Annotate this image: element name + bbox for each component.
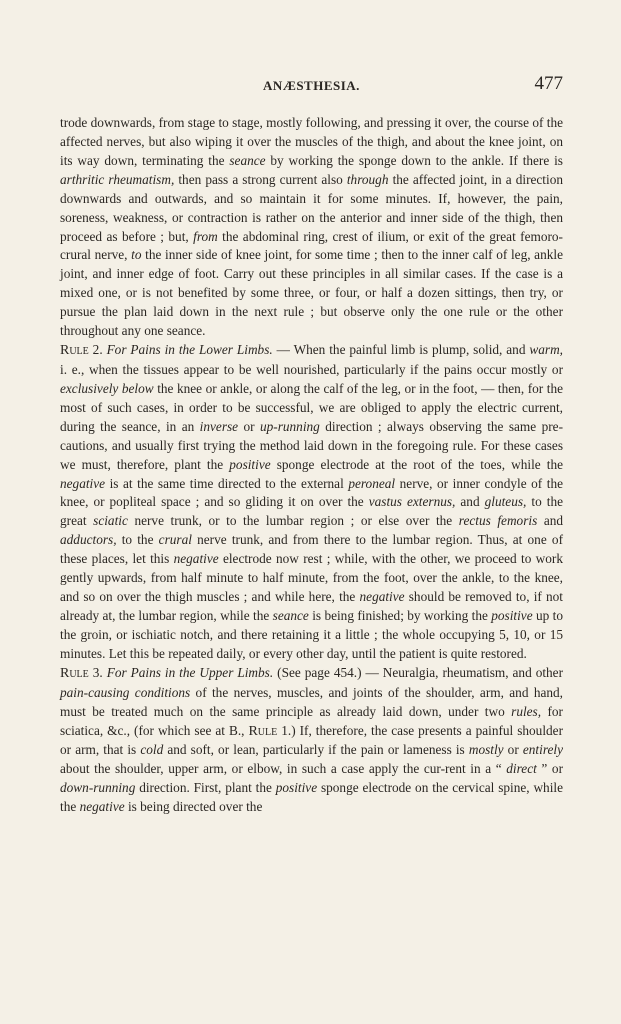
text-run: the knee or ankle, or along the calf of the leg, or in the foot, — then, for the most of such cases, in order to be successful, we are obliged to apply the electric current, during the seance, in an: [60, 380, 563, 434]
italic-text: exclusively below: [60, 380, 154, 396]
text-run: the affected joint, in a direction downwards and outwards, and so maintain it for some minutes. If, however, the pain, soreness, weakness, or contraction is rather on the anterior and inner side of the thigh, then proceed as before ; but,: [60, 171, 563, 244]
italic-text: crural: [158, 532, 192, 548]
italic-text: down-running: [60, 780, 136, 796]
text-run: for sciatica, &c., (for which see at B.,: [60, 703, 563, 738]
text-run: — When the painful limb is plump, solid, and: [272, 342, 530, 358]
italic-text: mostly: [468, 742, 504, 758]
italic-text: rules,: [511, 703, 542, 719]
body-text: [60, 114, 563, 817]
italic-text: up-running: [259, 418, 320, 434]
italic-text: seance: [272, 607, 309, 623]
italic-text: direct: [506, 761, 537, 777]
text-run: nerve trunk, or to the lumbar region ; or else over the: [127, 513, 459, 529]
italic-text: negative: [60, 475, 106, 491]
text-run: the abdominal ring, crest of ilium, or exit of the great femoro-crural nerve,: [60, 228, 563, 263]
italic-text: vastus externus,: [368, 494, 456, 510]
text-run: electrode now rest ; while, with the other, we proceed to work gently upwards, from half minute to half minute, from the foot, over the ankle, to the knee, and so on over the thigh muscles ; and while here, the: [60, 551, 563, 605]
text-run: sponge electrode at the root of the toes, while the: [270, 456, 563, 472]
text-run: ” or: [536, 761, 563, 777]
text-run: up to the groin, or ischiatic notch, and there retaining it a little ; the whole occupying 5, 10, or 15 minutes. Let this be repeated daily, or every other day, until the patient is quite restored.: [60, 607, 563, 661]
rule-label: Rule: [248, 723, 278, 739]
italic-text: rectus femoris: [458, 513, 538, 529]
text-run: is at the same time directed to the external: [105, 475, 349, 491]
italic-text: positive: [229, 456, 271, 472]
italic-text: For Pains in the Lower Limbs.: [106, 342, 273, 358]
text-run: and: [537, 513, 564, 529]
text-run: or: [503, 742, 523, 758]
italic-text: positive: [275, 780, 318, 796]
text-run: and soft, or lean, particularly if the pain or lameness is: [163, 742, 469, 758]
italic-text: cold: [140, 742, 164, 758]
text-run: about the shoulder, upper arm, or elbow, in such a case apply the cur-rent in a “: [60, 761, 507, 777]
text-run: to the: [116, 532, 159, 548]
italic-text: sciatic: [93, 513, 128, 529]
text-run: direction ; always observing the same pre-cautions, and usually first trying the method laid down in the foregoing rule. For these cases we must, therefore, plant the: [60, 418, 563, 472]
text-run: by working the sponge down to the ankle. If there is: [265, 152, 563, 168]
running-head: ANÆSTHESIA.: [263, 78, 360, 93]
rule-label: Rule: [60, 665, 89, 681]
italic-text: warm,: [529, 342, 563, 358]
text-run: the inner side of knee joint, for some time ; then to the inner calf of leg, ankle joint, and inner edge of foot. Carry out these principles in all similar cases. If the case is a mixed one, or is not benefited by some three, or four, or half a dozen sittings, then try, or pursue the plan laid down in the next rule ; but observe only the one rule or the other throughout any one seance.: [60, 247, 563, 339]
paragraph-continuation: [60, 114, 563, 341]
text-run: 2.: [88, 342, 107, 358]
text-run: then pass a strong current also: [174, 171, 347, 187]
text-run: 3.: [88, 664, 107, 680]
italic-text: from: [193, 228, 218, 244]
italic-text: entirely: [522, 742, 563, 758]
italic-text: through: [346, 171, 389, 187]
text-run: (See page 454.) — Neuralgia, rheumatism, and other: [273, 664, 564, 680]
paragraph-rule-2: [60, 341, 563, 664]
paragraph-rule-3: [60, 664, 563, 817]
text-run: and: [455, 494, 485, 510]
text-run: nerve trunk, and from there to the lumbar region. Thus, at one of these places, let this: [60, 532, 563, 567]
italic-text: to: [131, 247, 142, 263]
italic-text: negative: [359, 589, 405, 605]
italic-text: positive: [491, 607, 533, 623]
italic-text: gluteus,: [484, 494, 527, 510]
rule-label: Rule: [60, 343, 89, 359]
italic-text: pain-causing conditions: [60, 684, 191, 700]
text-run: is being finished; by working the: [308, 607, 492, 623]
text-run: 1.) If, therefore, the case presents a painful shoulder or arm, that is: [60, 722, 564, 758]
text-run: direction. First, plant the: [135, 780, 276, 796]
italic-text: peroneal: [348, 475, 396, 491]
italic-text: inverse: [199, 418, 239, 434]
italic-text: arthritic rheumatism,: [60, 171, 175, 187]
italic-text: negative: [79, 799, 125, 815]
italic-text: negative: [173, 551, 219, 567]
text-run: of the nerves, muscles, and joints of the shoulder, arm, and hand, must be treated much on the same principle as already laid down, under two: [60, 684, 563, 719]
text-run: trode downwards, from stage to stage, mostly following, and pressing it over, the course of the affected nerves, but also wiping it over the muscles of the thigh, and about the knee joint, on its way down, terminating the: [60, 115, 563, 168]
page-header: [60, 73, 563, 96]
text-run: is being directed over the: [124, 799, 263, 815]
text-run: i. e., when the tissues appear to be well nourished, particularly if the pains occur mostly or: [60, 361, 563, 377]
text-run: or: [238, 418, 260, 434]
text-run: to the great: [60, 494, 563, 529]
italic-text: adductors,: [60, 532, 117, 548]
italic-text: seance: [229, 152, 266, 168]
text-run: nerve, or inner condyle of the knee, or popliteal space ; and so gliding it on over the: [60, 475, 564, 510]
page-number: 477: [534, 73, 563, 94]
text-run: sponge electrode on the cervical spine, while the: [60, 780, 563, 815]
text-run: should be removed to, if not already at, the lumbar region, while the: [60, 589, 564, 623]
italic-text: For Pains in the Upper Limbs.: [106, 664, 274, 680]
